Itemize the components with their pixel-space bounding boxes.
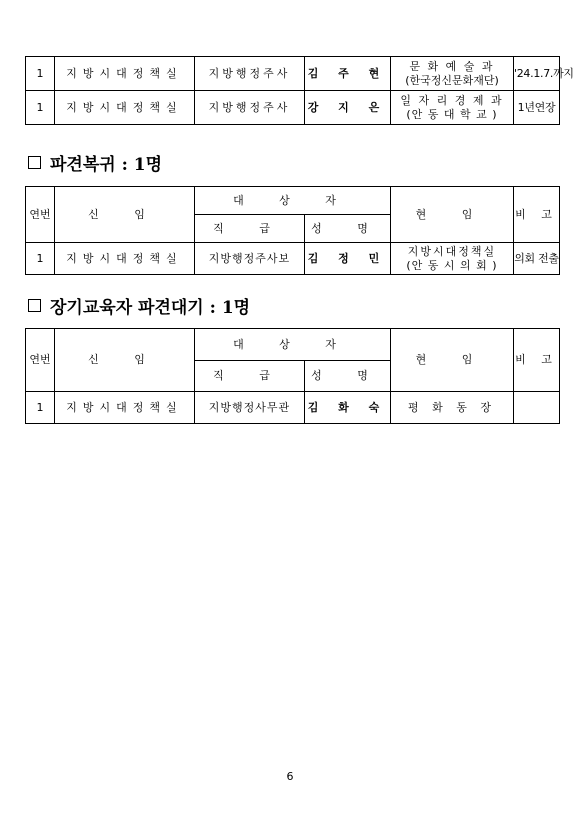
note-cell: 1년연장 xyxy=(514,91,560,125)
checkbox-square-icon xyxy=(28,299,41,312)
person-name: 김 주 현 xyxy=(305,57,391,91)
header-number: 연번 xyxy=(26,187,55,243)
section-heading-return xyxy=(28,150,162,175)
current-post-line2: (안 동 시 의 회 ) xyxy=(406,258,498,272)
rank-cell: 지방행정주사 xyxy=(195,57,305,91)
header-target: 대 상 자 xyxy=(195,187,391,215)
header-row xyxy=(26,187,560,215)
rank-cell: 지방행정주사 xyxy=(195,91,305,125)
section-title: 장기교육자 파견대기 : 1명 xyxy=(50,298,251,318)
current-post-cell xyxy=(391,243,514,275)
note-cell xyxy=(514,392,560,424)
header-row xyxy=(26,329,560,361)
page-number: 6 xyxy=(286,770,294,783)
header-current-post: 현 임 xyxy=(391,187,514,243)
table-row xyxy=(26,392,560,424)
header-rank: 직 급 xyxy=(195,215,305,243)
header-target: 대 상 자 xyxy=(195,329,391,361)
current-post-line1: 지방시대정책실 xyxy=(407,244,497,258)
current-post-cell: 평 화 동 장 xyxy=(391,392,514,424)
header-number: 연번 xyxy=(26,329,55,392)
current-post-cell xyxy=(391,57,514,91)
current-post-line1: 문 화 예 술 과 xyxy=(409,59,495,73)
section-heading-training xyxy=(28,293,250,318)
return-personnel-table xyxy=(25,186,560,275)
rank-cell: 지방행정주사보 xyxy=(195,243,305,275)
person-name: 김 화 숙 xyxy=(305,392,391,424)
new-post-cell: 지방시대정책실 xyxy=(55,57,195,91)
new-post-cell: 지방시대정책실 xyxy=(55,91,195,125)
row-number: 1 xyxy=(26,392,55,424)
table-row xyxy=(26,91,560,125)
training-personnel-table xyxy=(25,328,560,424)
top-personnel-table xyxy=(25,56,574,125)
header-rank: 직 급 xyxy=(195,361,305,392)
header-current-post: 현 임 xyxy=(391,329,514,392)
row-number: 1 xyxy=(26,243,55,275)
header-note: 비 고 xyxy=(514,187,560,243)
section-title: 파견복귀 : 1명 xyxy=(50,155,163,175)
table-row xyxy=(26,57,560,91)
row-number: 1 xyxy=(26,91,55,125)
header-new-post: 신 임 xyxy=(55,187,195,243)
current-post-line2: (한국정신문화재단) xyxy=(405,73,499,87)
header-name: 성 명 xyxy=(305,361,391,392)
note-cell: 의회 전출 xyxy=(514,243,560,275)
rank-cell: 지방행정사무관 xyxy=(195,392,305,424)
current-post-line1: 일 자 리 경 제 과 xyxy=(400,93,504,107)
header-name: 성 명 xyxy=(305,215,391,243)
table-row xyxy=(26,243,560,275)
note-cell: '24.1.7.까지 xyxy=(514,57,560,91)
checkbox-square-icon xyxy=(28,156,41,169)
person-name: 강 지 은 xyxy=(305,91,391,125)
new-post-cell: 지방시대정책실 xyxy=(55,392,195,424)
row-number: 1 xyxy=(26,57,55,91)
new-post-cell: 지방시대정책실 xyxy=(55,243,195,275)
header-note: 비 고 xyxy=(514,329,560,392)
person-name: 김 정 민 xyxy=(305,243,391,275)
current-post-line2: (안 동 대 학 교 ) xyxy=(406,107,498,121)
header-new-post: 신 임 xyxy=(55,329,195,392)
current-post-cell xyxy=(391,91,514,125)
